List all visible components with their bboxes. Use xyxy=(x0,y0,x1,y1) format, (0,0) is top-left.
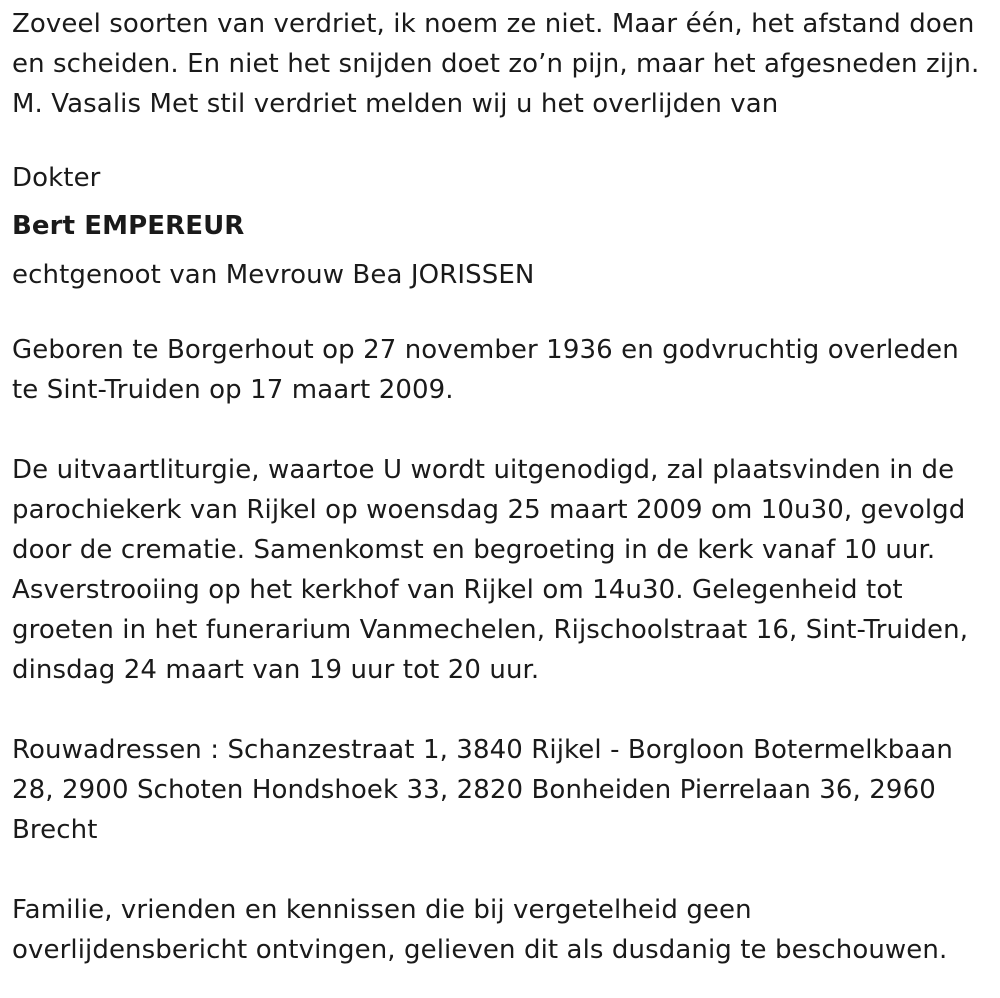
closing-line: Familie, vrienden en kennissen die bij vergetelheid geen xyxy=(12,895,752,925)
funeral-paragraph xyxy=(12,450,988,690)
funeral-line: door de crematie. Samenkomst en begroeting in de kerk vanaf 10 uur. xyxy=(12,535,936,565)
deceased-title: Dokter xyxy=(12,163,101,193)
funeral-line: parochiekerk van Rijkel op woensdag 25 maart 2009 om 10u30, gevolgd xyxy=(12,495,966,525)
poem-line: Zoveel soorten van verdriet, ik noem ze niet. Maar één, het afstand doen xyxy=(12,9,975,39)
address-line: Brecht xyxy=(12,815,98,845)
spacer xyxy=(12,124,988,154)
spacer xyxy=(12,690,988,730)
spacer xyxy=(12,850,988,890)
deceased-name: Bert EMPEREUR xyxy=(12,211,245,241)
funeral-line: De uitvaartliturgie, waartoe U wordt uitgenodigd, zal plaatsvinden in de xyxy=(12,455,955,485)
funeral-line: Asverstrooiing op het kerkhof van Rijkel om 14u30. Gelegenheid tot xyxy=(12,575,903,605)
birth-death-line: Geboren te Borgerhout op 27 november 1936 en godvruchtig overleden xyxy=(12,335,959,365)
deceased-block xyxy=(12,154,988,300)
poem-line: M. Vasalis Met stil verdriet melden wij u het overlijden van xyxy=(12,89,779,119)
poem-paragraph xyxy=(12,4,988,124)
spacer xyxy=(12,300,988,330)
birth-death-line: te Sint-Truiden op 17 maart 2009. xyxy=(12,375,454,405)
closing-line: overlijdensbericht ontvingen, gelieven dit als dusdanig te beschouwen. xyxy=(12,935,948,965)
birth-death-paragraph xyxy=(12,330,988,410)
deceased-spouse: echtgenoot van Mevrouw Bea JORISSEN xyxy=(12,260,535,290)
addresses-paragraph xyxy=(12,730,988,850)
spacer xyxy=(12,410,988,450)
poem-line: en scheiden. En niet het snijden doet zo’n pijn, maar het afgesneden zijn. xyxy=(12,49,980,79)
funeral-line: dinsdag 24 maart van 19 uur tot 20 uur. xyxy=(12,655,540,685)
funeral-line: groeten in het funerarium Vanmechelen, Rijschoolstraat 16, Sint-Truiden, xyxy=(12,615,969,645)
address-line: Rouwadressen : Schanzestraat 1, 3840 Rijkel - Borgloon Botermelkbaan xyxy=(12,735,953,765)
closing-paragraph xyxy=(12,890,988,970)
address-line: 28, 2900 Schoten Hondshoek 33, 2820 Bonheiden Pierrelaan 36, 2960 xyxy=(12,775,936,805)
